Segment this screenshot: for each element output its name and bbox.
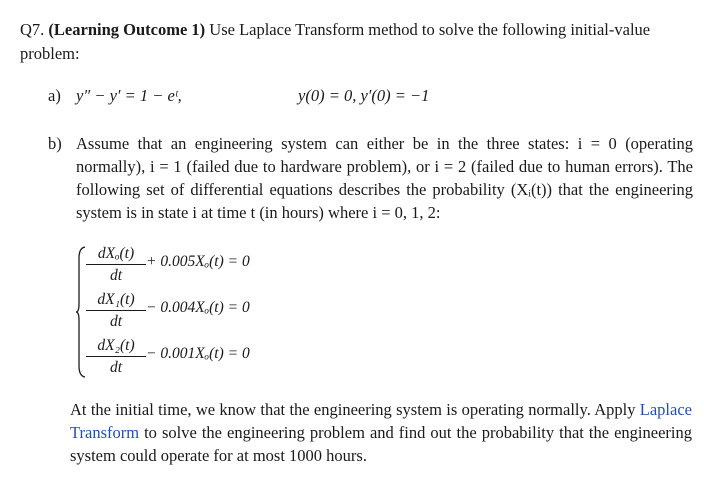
fraction-denominator-0: dt — [109, 267, 123, 284]
closing-text-after: to solve the engineering problem and find out the probability that the engineering system could operate for at most 1000 hours. — [70, 423, 692, 465]
part-a-initial-conditions: y(0) = 0, y′(0) = −1 — [298, 86, 430, 105]
derivative-fraction-2 — [86, 336, 146, 377]
part-b — [48, 132, 693, 224]
question-number: Q7. — [20, 20, 45, 39]
fraction-numerator-2: dX₂(t) — [86, 336, 146, 357]
closing-text-before: At the initial time, we know that the engineering system is operating normally. Apply — [70, 400, 636, 419]
part-b-label: b) — [48, 134, 62, 153]
question-header — [20, 18, 700, 66]
part-a-equation: y″ − y′ = 1 − eᵗ, — [76, 86, 182, 105]
part-a-label: a) — [48, 86, 61, 105]
differential-equation-system — [76, 244, 336, 384]
derivative-fraction-1 — [86, 290, 146, 331]
equation-row-1 — [86, 290, 336, 336]
fraction-numerator-1: dX₁(t) — [86, 290, 146, 311]
fraction-numerator-0: dXₒ(t) — [86, 244, 146, 265]
part-b-text: Assume that an engineering system can either be in the three states: i = 0 (operating normally), i = 1 (failed due to hardware problem), or i = 2 (failed due to human errors). The following set of differential equations describes the probability (Xᵢ(t)) that the engineering system is in state i at time t (in hours) where i = 0, 1, 2: — [76, 134, 693, 222]
equation-rhs-2: − 0.001Xₒ(t) = 0 — [146, 345, 250, 362]
derivative-fraction-0 — [86, 244, 146, 285]
equation-row-2 — [86, 336, 336, 382]
equation-rhs-1: − 0.004Xₒ(t) = 0 — [146, 299, 250, 316]
laplace-transform-link[interactable]: Laplace Transform — [70, 400, 692, 442]
equation-row-0 — [86, 244, 336, 290]
left-brace-icon — [76, 246, 86, 378]
equation-rhs-0: + 0.005Xₒ(t) = 0 — [146, 253, 250, 270]
learning-outcome: (Learning Outcome 1) — [48, 20, 206, 39]
question-prompt: Use Laplace Transform method to solve the following initial-value problem: — [20, 20, 651, 63]
fraction-denominator-1: dt — [109, 313, 123, 330]
closing-paragraph — [70, 398, 692, 467]
fraction-denominator-2: dt — [109, 359, 123, 376]
